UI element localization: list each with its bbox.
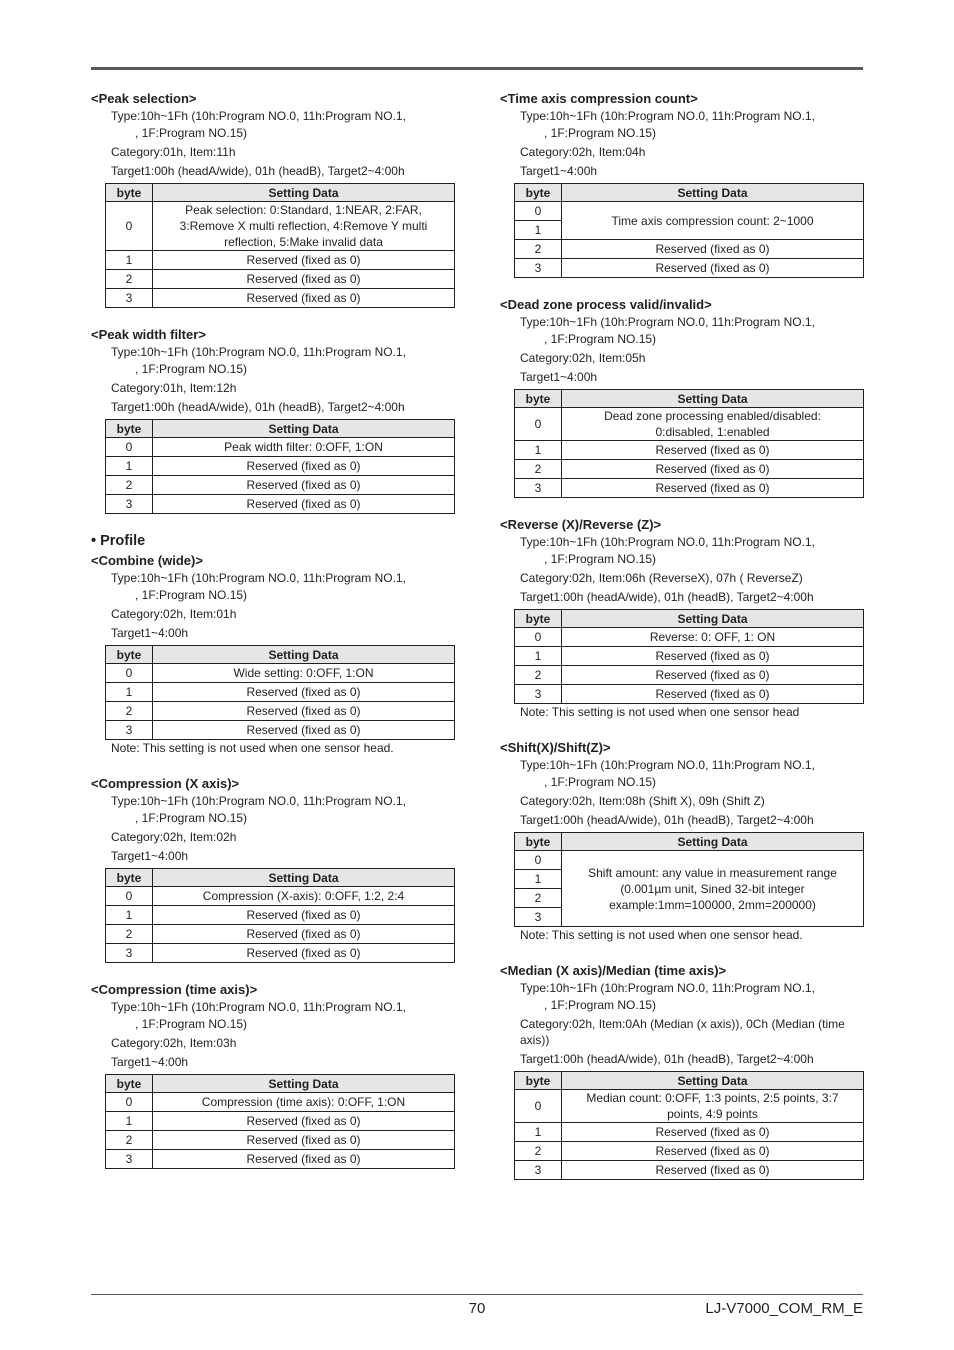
col-byte: byte [106,420,153,438]
table-header [106,869,455,887]
type-line: Type:10h~1Fh (10h:Program NO.0, 11h:Program NO.1, [111,1000,406,1014]
table-header [515,833,864,851]
section-title: <Combine (wide)> [91,553,203,568]
section-title: <Peak width filter> [91,327,206,342]
byte-cell: 1 [515,441,562,460]
col-setting: Setting Data [153,420,455,438]
table-header [515,390,864,408]
col-byte: byte [515,184,562,202]
col-setting: Setting Data [562,1072,864,1090]
byte-cell: 2 [515,889,562,908]
target-line: Target1~4:00h [520,164,598,178]
byte-cell: 3 [515,908,562,927]
table-row [106,721,455,740]
table-row [106,664,455,683]
table-row [106,1093,455,1112]
setting-cell: Reserved (fixed as 0) [153,251,455,270]
col-setting: Setting Data [562,390,864,408]
col-byte: byte [106,184,153,202]
type-line-cont: , 1F:Program NO.15) [544,332,657,346]
byte-cell: 3 [106,721,153,740]
table-row [106,476,455,495]
section-time-axis-count [500,90,866,278]
setting-cell: Reserved (fixed as 0) [153,457,455,476]
byte-cell: 0 [106,438,153,457]
byte-cell: 3 [515,479,562,498]
byte-cell: 0 [106,1093,153,1112]
table-row [515,441,864,460]
setting-cell: Reserved (fixed as 0) [153,1150,455,1169]
section-title: <Dead zone process valid/invalid> [500,297,712,312]
section-dead-zone [500,296,866,498]
category-line: Category:02h, Item:04h [520,145,646,159]
byte-cell: 2 [515,240,562,259]
category-line: Category:02h, Item:08h (Shift X), 09h (Shift Z) [520,794,765,808]
table-header [106,420,455,438]
type-line-cont: , 1F:Program NO.15) [135,588,248,602]
setting-cell: Reserved (fixed as 0) [153,906,455,925]
type-line: Type:10h~1Fh (10h:Program NO.0, 11h:Program NO.1, [111,109,406,123]
type-line-cont: , 1F:Program NO.15) [544,775,657,789]
table-row [515,479,864,498]
table-header [106,184,455,202]
byte-cell: 3 [515,685,562,704]
section-shift [500,739,866,944]
setting-table [514,389,864,498]
section-title: <Reverse (X)/Reverse (Z)> [500,517,662,532]
table-row [106,1112,455,1131]
byte-cell: 0 [106,887,153,906]
byte-cell: 2 [106,1131,153,1150]
target-line: Target1:00h (headA/wide), 01h (headB), Target2~4:00h [520,590,814,604]
table-row [106,270,455,289]
byte-cell: 0 [515,851,562,870]
setting-table [514,1071,864,1180]
section-reverse [500,516,866,721]
col-byte: byte [515,610,562,628]
table-row [106,251,455,270]
table-row [515,1123,864,1142]
table-row [106,202,455,251]
byte-cell: 0 [106,202,153,251]
section-combine-wide [91,552,457,757]
category-line: Category:02h, Item:02h [111,830,237,844]
section-compression-x [91,775,457,963]
document-id: LJ-V7000_COM_RM_E [705,1300,863,1317]
col-setting: Setting Data [562,610,864,628]
byte-cell: 2 [515,1142,562,1161]
table-row [106,289,455,308]
target-line: Target1:00h (headA/wide), 01h (headB), Target2~4:00h [111,164,405,178]
table-row [515,1142,864,1161]
table-row [515,851,864,870]
page-number: 70 [468,1300,486,1317]
setting-cell: Reserved (fixed as 0) [153,495,455,514]
byte-cell: 0 [515,1090,562,1123]
table-row [515,408,864,441]
type-line: Type:10h~1Fh (10h:Program NO.0, 11h:Program NO.1, [520,535,815,549]
type-line: Type:10h~1Fh (10h:Program NO.0, 11h:Program NO.1, [520,758,815,772]
category-line: Category:02h, Item:06h (ReverseX), 07h ( ReverseZ) [520,571,803,585]
type-line: Type:10h~1Fh (10h:Program NO.0, 11h:Program NO.1, [111,571,406,585]
table-row [515,647,864,666]
setting-cell: Reserved (fixed as 0) [562,685,864,704]
footer-rule [91,1294,863,1295]
byte-cell: 3 [515,259,562,278]
table-row [515,202,864,221]
section-peak-selection [91,90,457,308]
table-row [106,1131,455,1150]
table-row [515,240,864,259]
type-line: Type:10h~1Fh (10h:Program NO.0, 11h:Program NO.1, [520,981,815,995]
target-line: Target1:00h (headA/wide), 01h (headB), Target2~4:00h [111,400,405,414]
setting-table [514,183,864,278]
byte-cell: 3 [106,1150,153,1169]
col-setting: Setting Data [153,646,455,664]
setting-cell: Dead zone processing enabled/disabled: 0:disabled, 1:enabled [562,408,864,441]
table-row [515,460,864,479]
section-compression-time [91,981,457,1169]
col-setting: Setting Data [562,184,864,202]
setting-cell: Reserved (fixed as 0) [153,1131,455,1150]
byte-cell: 0 [515,202,562,221]
category-line: Category:02h, Item:0Ah (Median (x axis)), 0Ch (Median (time axis)) [520,1017,845,1047]
note-text: Note: This setting is not used when one sensor head [520,705,800,719]
setting-cell: Reserved (fixed as 0) [153,944,455,963]
col-setting: Setting Data [562,833,864,851]
section-title: <Median (X axis)/Median (time axis)> [500,963,727,978]
section-median [500,962,866,1180]
table-row [106,944,455,963]
setting-cell: Reserved (fixed as 0) [153,1112,455,1131]
type-line: Type:10h~1Fh (10h:Program NO.0, 11h:Program NO.1, [520,315,815,329]
type-line-cont: , 1F:Program NO.15) [544,126,657,140]
byte-cell: 1 [106,251,153,270]
byte-cell: 3 [106,944,153,963]
type-line-cont: , 1F:Program NO.15) [135,811,248,825]
table-row [515,628,864,647]
byte-cell: 0 [515,628,562,647]
type-line-cont: , 1F:Program NO.15) [135,1017,248,1031]
col-byte: byte [106,869,153,887]
section-title: <Shift(X)/Shift(Z)> [500,740,611,755]
byte-cell: 1 [106,457,153,476]
target-line: Target1~4:00h [111,849,189,863]
setting-cell: Reserved (fixed as 0) [153,683,455,702]
type-line: Type:10h~1Fh (10h:Program NO.0, 11h:Program NO.1, [520,109,815,123]
setting-cell: Reserved (fixed as 0) [153,702,455,721]
type-line-cont: , 1F:Program NO.15) [544,552,657,566]
header-rule [91,67,863,70]
setting-cell: Wide setting: 0:OFF, 1:ON [153,664,455,683]
setting-cell: Compression (time axis): 0:OFF, 1:ON [153,1093,455,1112]
table-row [106,887,455,906]
setting-cell: Reserved (fixed as 0) [562,479,864,498]
setting-table [514,609,864,704]
note-text: Note: This setting is not used when one sensor head. [111,741,394,755]
byte-cell: 2 [106,270,153,289]
target-line: Target1:00h (headA/wide), 01h (headB), Target2~4:00h [520,1052,814,1066]
table-row [106,438,455,457]
setting-cell: Reserved (fixed as 0) [562,1123,864,1142]
setting-table [514,832,864,927]
setting-cell: Reserved (fixed as 0) [562,647,864,666]
setting-cell: Reserved (fixed as 0) [562,666,864,685]
section-title: <Compression (time axis)> [91,982,258,997]
setting-cell: Reserved (fixed as 0) [153,925,455,944]
table-row [106,683,455,702]
col-byte: byte [515,1072,562,1090]
category-line: Category:02h, Item:03h [111,1036,237,1050]
byte-cell: 2 [515,666,562,685]
setting-cell: Reverse: 0: OFF, 1: ON [562,628,864,647]
table-row [106,495,455,514]
setting-cell: Reserved (fixed as 0) [153,721,455,740]
type-line-cont: , 1F:Program NO.15) [135,362,248,376]
byte-cell: 2 [106,702,153,721]
setting-cell: Reserved (fixed as 0) [562,240,864,259]
table-header [106,646,455,664]
byte-cell: 1 [106,1112,153,1131]
byte-cell: 2 [106,476,153,495]
category-line: Category:01h, Item:11h [111,145,236,159]
left-column [91,90,457,1187]
table-row [515,666,864,685]
setting-cell: Reserved (fixed as 0) [562,460,864,479]
type-line: Type:10h~1Fh (10h:Program NO.0, 11h:Program NO.1, [111,345,406,359]
table-header [515,184,864,202]
byte-cell: 1 [106,906,153,925]
table-row [515,1090,864,1123]
type-line: Type:10h~1Fh (10h:Program NO.0, 11h:Program NO.1, [111,794,406,808]
right-column [500,90,866,1198]
setting-table [105,183,455,308]
byte-cell: 3 [106,289,153,308]
setting-table [105,1074,455,1169]
profile-heading: • Profile [91,533,146,549]
table-row [106,702,455,721]
col-byte: byte [515,390,562,408]
byte-cell: 2 [106,925,153,944]
setting-cell: Peak width filter: 0:OFF, 1:ON [153,438,455,457]
setting-cell: Reserved (fixed as 0) [562,259,864,278]
byte-cell: 1 [515,1123,562,1142]
setting-table [105,645,455,740]
table-row [106,925,455,944]
byte-cell: 1 [106,683,153,702]
table-header [515,610,864,628]
col-byte: byte [515,833,562,851]
section-title: <Compression (X axis)> [91,776,240,791]
setting-cell-merged: Shift amount: any value in measurement range (0.001µm unit, Sined 32-bit integer example:1mm=100000, 2mm=200000) [562,851,864,927]
byte-cell: 0 [106,664,153,683]
col-setting: Setting Data [153,184,455,202]
setting-table [105,419,455,514]
type-line-cont: , 1F:Program NO.15) [135,126,248,140]
byte-cell: 3 [515,1161,562,1180]
setting-cell: Median count: 0:OFF, 1:3 points, 2:5 points, 3:7 points, 4:9 points [562,1090,864,1123]
table-row [106,906,455,925]
section-title: <Peak selection> [91,91,197,106]
setting-table [105,868,455,963]
byte-cell: 3 [106,495,153,514]
setting-cell: Peak selection: 0:Standard, 1:NEAR, 2:FAR, 3:Remove X multi reflection, 4:Remove Y multi reflection, 5:Make invalid data [153,202,455,251]
setting-cell: Reserved (fixed as 0) [562,1142,864,1161]
target-line: Target1:00h (headA/wide), 01h (headB), Target2~4:00h [520,813,814,827]
type-line-cont: , 1F:Program NO.15) [544,998,657,1012]
byte-cell: 1 [515,870,562,889]
setting-cell-merged: Time axis compression count: 2~1000 [562,202,864,240]
table-row [106,457,455,476]
setting-cell: Reserved (fixed as 0) [562,441,864,460]
setting-cell: Compression (X-axis): 0:OFF, 1:2, 2:4 [153,887,455,906]
table-row [515,259,864,278]
byte-cell: 1 [515,647,562,666]
byte-cell: 2 [515,460,562,479]
table-header [106,1075,455,1093]
target-line: Target1~4:00h [111,1055,189,1069]
byte-cell: 1 [515,221,562,240]
category-line: Category:02h, Item:05h [520,351,646,365]
setting-cell: Reserved (fixed as 0) [562,1161,864,1180]
col-setting: Setting Data [153,1075,455,1093]
section-peak-width [91,326,457,514]
setting-cell: Reserved (fixed as 0) [153,270,455,289]
target-line: Target1~4:00h [520,370,598,384]
col-setting: Setting Data [153,869,455,887]
category-line: Category:01h, Item:12h [111,381,237,395]
table-header [515,1072,864,1090]
table-row [515,685,864,704]
category-line: Category:02h, Item:01h [111,607,237,621]
col-byte: byte [106,1075,153,1093]
col-byte: byte [106,646,153,664]
table-row [106,1150,455,1169]
target-line: Target1~4:00h [111,626,189,640]
setting-cell: Reserved (fixed as 0) [153,476,455,495]
byte-cell: 0 [515,408,562,441]
table-row [515,1161,864,1180]
setting-cell: Reserved (fixed as 0) [153,289,455,308]
section-title: <Time axis compression count> [500,91,698,106]
note-text: Note: This setting is not used when one sensor head. [520,928,803,942]
